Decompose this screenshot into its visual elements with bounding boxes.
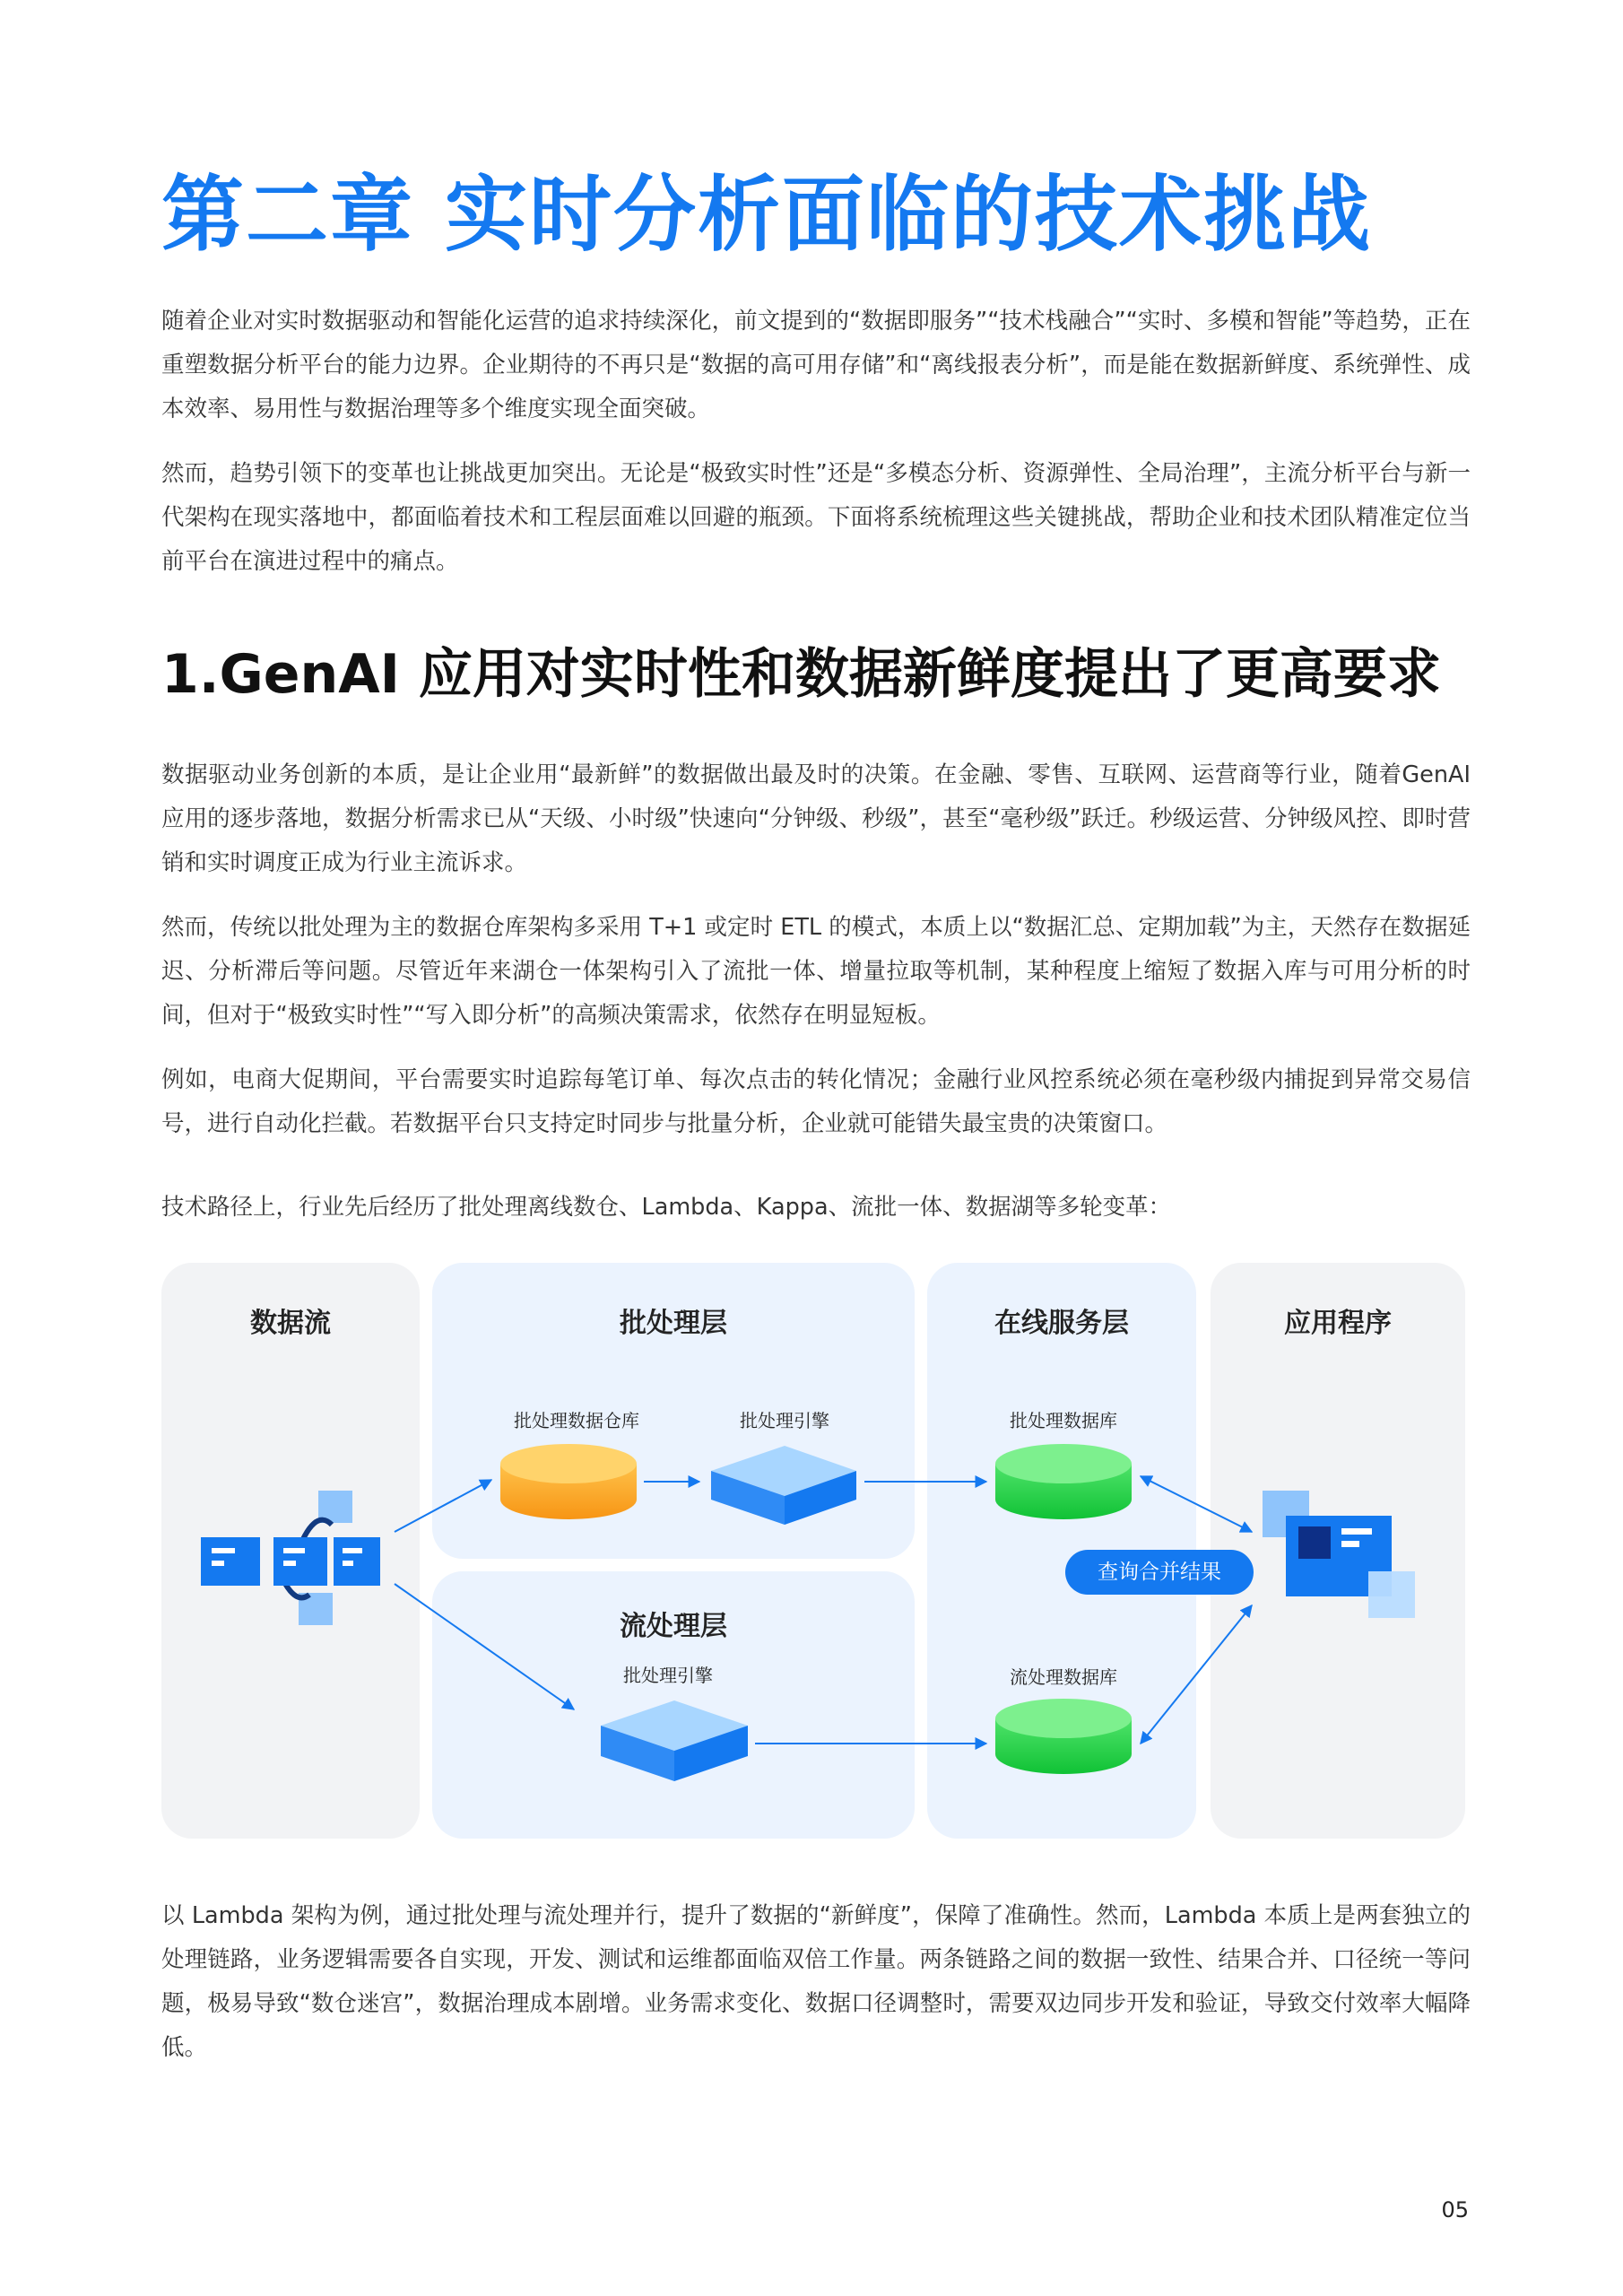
chapter-title: 第二章 实时分析面临的技术挑战 (161, 167, 1373, 263)
stream-engine-cube (601, 1700, 748, 1781)
data-stream-title: 数据流 (250, 1308, 331, 1339)
batch-engine-label: 批处理引擎 (740, 1410, 829, 1431)
serving-layer-title: 在线服务层 (994, 1308, 1129, 1339)
batch-db-label: 批处理数据库 (1010, 1410, 1117, 1431)
batch-warehouse-label: 批处理数据仓库 (514, 1410, 639, 1431)
batch-db-cylinder (995, 1444, 1132, 1519)
flow-arrows (395, 1476, 1252, 1744)
section-paragraph-4: 技术路径上，行业先后经历了批处理离线数仓、Lambda、Kappa、流批一体、数据湖等多轮变革： (161, 1194, 1172, 1221)
data-stream-icon (201, 1491, 380, 1625)
application-icon (1263, 1491, 1415, 1618)
application-title: 应用程序 (1284, 1308, 1392, 1339)
batch-warehouse-cylinder (500, 1444, 637, 1519)
section-paragraph-2: 然而，传统以批处理为主的数据仓库架构多采用 T+1 或定时 ETL 的模式，本质上以“数据汇总、定期加载”为主，天然存在数据延迟、分析滞后等问题。尽管近年来湖仓一体架构引入了流批一体、增量拉取等机制，某种程度上缩短了数据入库与可用分析的时间，但对于“极致实时性”“写入即分析”的高频决策需求，依然存在明显短板。 (161, 914, 1471, 1029)
stream-layer-title: 流处理层 (620, 1611, 727, 1642)
section-paragraph-1: 数据驱动业务创新的本质，是让企业用“最新鲜”的数据做出最及时的决策。在金融、零售、互联网、运营商等行业，随着GenAI 应用的逐步落地，数据分析需求已从“天级、小时级”快速向“分钟级、秒级”，甚至“毫秒级”跃迁。秒级运营、分钟级风控、即时营销和实时调度正成为行业主流诉求。 (161, 761, 1471, 876)
stream-engine-label: 批处理引擎 (623, 1665, 713, 1686)
section-title: 1.GenAI 应用对实时性和数据新鲜度提出了更高要求 (161, 643, 1441, 706)
stream-db-cylinder (995, 1699, 1132, 1774)
intro-paragraph-2: 然而，趋势引领下的变革也让挑战更加突出。无论是“极致实时性”还是“多模态分析、资源弹性、全局治理”，主流分析平台与新一代架构在现实落地中，都面临着技术和工程层面难以回避的瓶颈。下面将系统梳理这些关键挑战，帮助企业和技术团队精准定位当前平台在演进过程中的痛点。 (161, 460, 1471, 575)
intro-paragraph-1: 随着企业对实时数据驱动和智能化运营的追求持续深化，前文提到的“数据即服务”“技术栈融合”“实时、多模和智能”等趋势，正在重塑数据分析平台的能力边界。企业期待的不再只是“数据的高可用存储”和“离线报表分析”，而是能在数据新鲜度、系统弹性、成本效率、易用性与数据治理等多个维度实现全面突破。 (161, 308, 1471, 422)
batch-layer-title: 批处理层 (620, 1308, 727, 1339)
section-paragraph-3: 例如，电商大促期间，平台需要实时追踪每笔订单、每次点击的转化情况；金融行业风控系统必须在毫秒级内捕捉到异常交易信号，进行自动化拦截。若数据平台只支持定时同步与批量分析，企业就可能错失最宝贵的决策窗口。 (161, 1066, 1471, 1137)
stream-db-label: 流处理数据库 (1010, 1666, 1117, 1688)
closing-paragraph: 以 Lambda 架构为例，通过批处理与流处理并行，提升了数据的“新鲜度”，保障了准确性。然而，Lambda 本质上是两套独立的处理链路，业务逻辑需要各自实现，开发、测试和运维都面临双倍工作量。两条链路之间的数据一致性、结果合并、口径统一等问题，极易导致“数仓迷宫”，数据治理成本剧增。业务需求变化、数据口径调整时，需要双边同步开发和验证，导致交付效率大幅降低。 (161, 1902, 1471, 2061)
batch-engine-cube (711, 1446, 856, 1525)
merge-results-badge: 查询合并结果 (1065, 1550, 1254, 1595)
page-number: 05 (1441, 2197, 1469, 2222)
